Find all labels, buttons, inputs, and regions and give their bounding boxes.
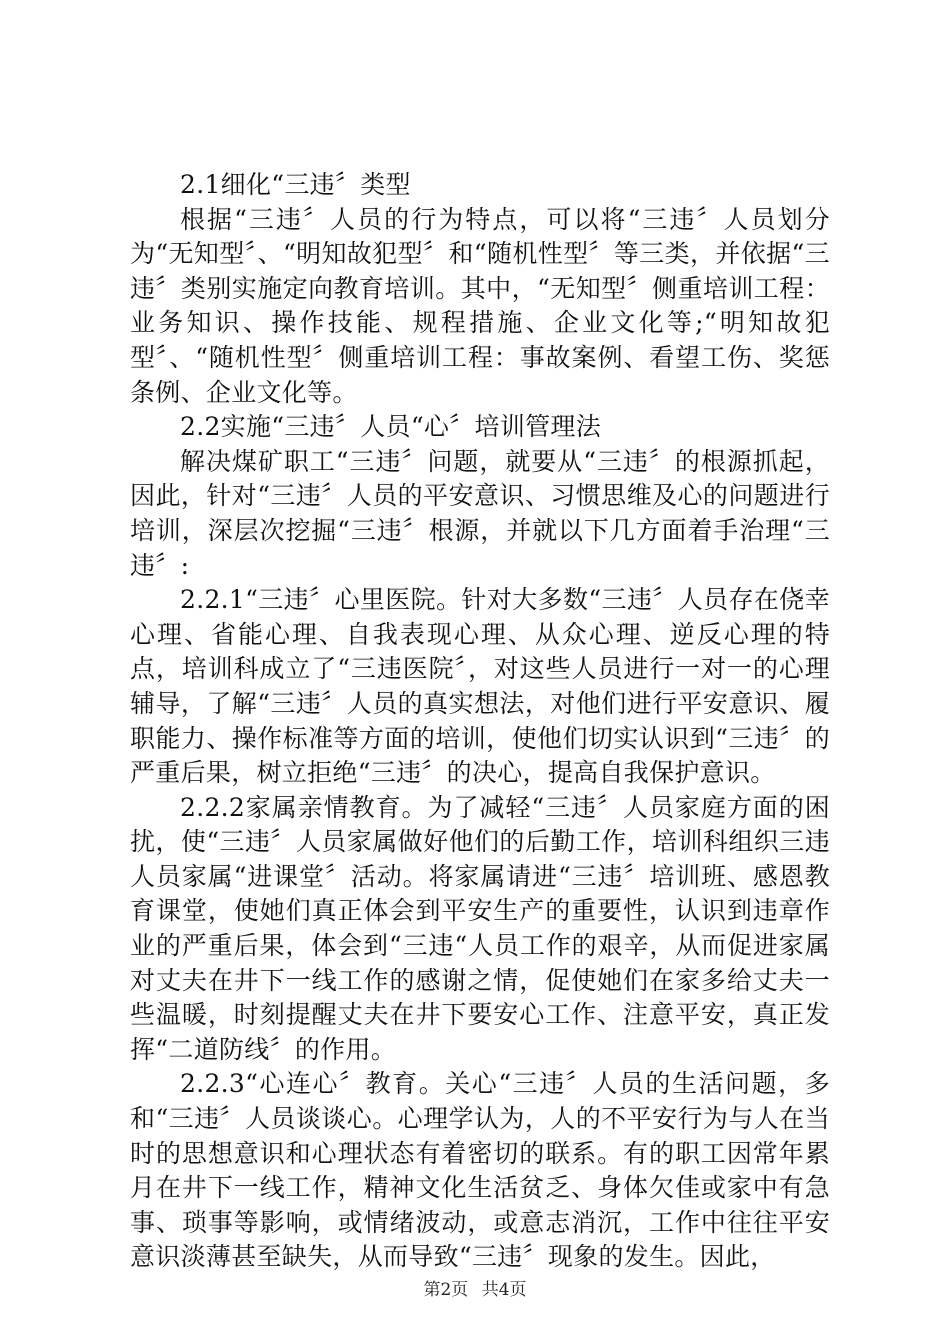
- page-total: 共4页: [481, 1280, 527, 1300]
- document-body: [130, 168, 830, 1275]
- page-number: 第2页: [423, 1280, 469, 1300]
- paragraph-2-2-2-family-education: 2.2.2家属亲情教育。为了减轻“三违〞人员家庭方面的困扰，使“三违〞人员家属做好他们的后勤工作，培训科组织三违人员家属“进课堂〞活动。将家属请进“三违〞培训班、感恩教育课堂，使她们真正体会到平安生产的重要性，认识到违章作业的严重后果，体会到“三违“人员工作的艰辛，从而促进家属对丈夫在井下一线工作的感谢之情，促使她们在家多给丈夫一些温暖，时刻提醒丈夫在井下要安心工作、注意平安，真正发挥“二道防线〞的作用。: [130, 792, 830, 1064]
- page-footer: [0, 1275, 950, 1300]
- paragraph-2-2-1-psych-clinic: 2.2.1“三违〞心里医院。针对大多数“三违〞人员存在侥幸心理、省能心理、自我表现心理、从众心理、逆反心理的特点，培训科成立了“三违医院〞，对这些人员进行一对一的心理辅导，了解“三违〞人员的真实想法，对他们进行平安意识、履职能力、操作标准等方面的培训，使他们切实认识到“三违〞的严重后果，树立拒绝“三违〞的决心，提高自我保护意识。: [130, 585, 830, 788]
- paragraph-2-2-3-heart-to-heart: 2.2.3“心连心〞教育。关心“三违〞人员的生活问题，多和“三违〞人员谈谈心。心理学认为，人的不平安行为与人在当时的思想意识和心理状态有着密切的联系。有的职工因常年累月在井下一线工作，精神文化生活贫乏、身体欠佳或家中有急事、琐事等影响，或情绪波动，或意志消沉，工作中往往平安意识淡薄甚至缺失，从而导致“三违〞现象的发生。因此，: [130, 1069, 830, 1272]
- section-heading-2-1: 2.1细化“三违〞类型: [180, 170, 411, 199]
- paragraph-root-causes: 解决煤矿职工“三违〞问题，就要从“三违〞的根源抓起，因此，针对“三违〞人员的平安意识、习惯思维及心的问题进行培训，深层次挖掘“三违〞根源，并就以下几方面着手治理“三违〞:: [130, 446, 830, 580]
- paragraph-violation-types: 根据“三违〞人员的行为特点，可以将“三违〞人员划分为“无知型〞、“明知故犯型〞和“随机性型〞等三类，并依据“三违〞类别实施定向教育培训。其中，“无知型〞侧重培训工程：业务知识、操作技能、规程措施、企业文化等;“明知故犯型〞、“随机性型〞侧重培训工程：事故案例、看望工伤、奖惩条例、企业文化等。: [130, 204, 830, 407]
- section-heading-2-2: 2.2实施“三违〞人员“心〞培训管理法: [180, 412, 602, 442]
